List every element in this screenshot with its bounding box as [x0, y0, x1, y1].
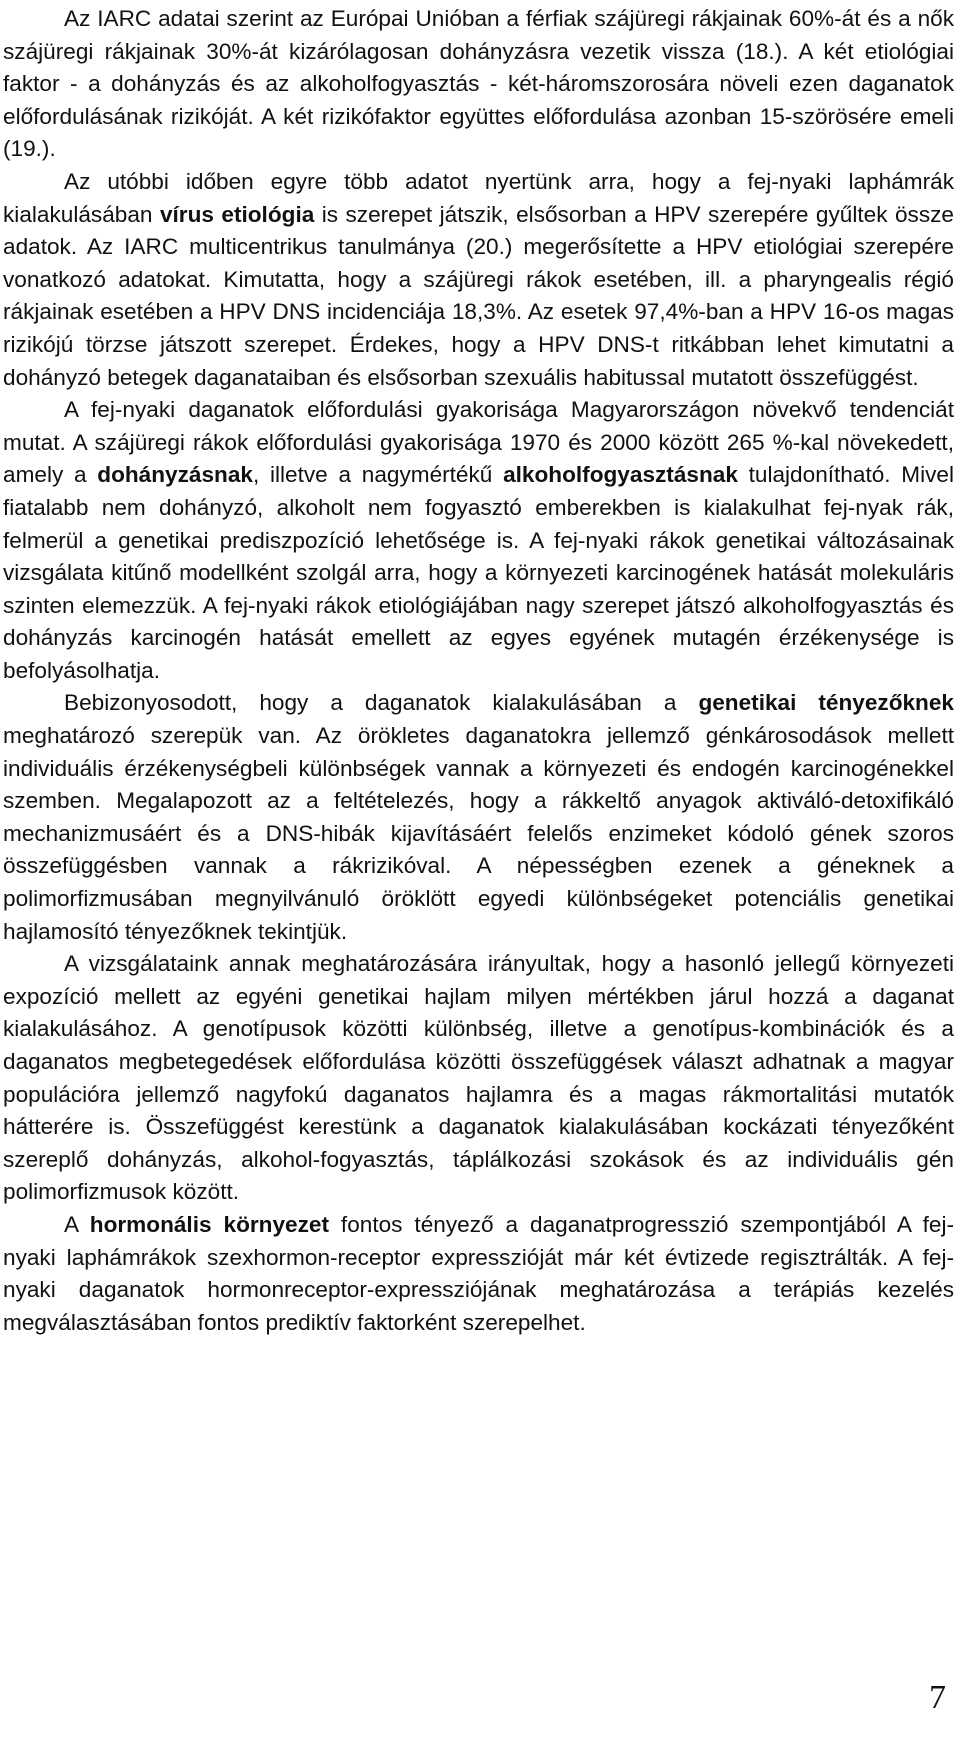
text-run: fontos tényező a daganatprogresszió szempontjából A fej-nyaki laphámrákok szexhormon-receptor expresszióját már két évtizede regisztrálták. A fej-nyaki daganatok hormonreceptor-expressziójának meghatározása a terápiás kezelés megválasztásában fontos prediktív faktorként szerepelhet. [3, 1211, 954, 1335]
text-run: tulajdonítható. Mivel fiatalabb nem dohányzó, alkoholt nem fogyasztó emberekben is kialakulhat fej-nyak rák, felmerül a genetikai prediszpozíció lehetősége is. A fej-nyaki rákok genetikai változásainak vizsgálata kitűnő modellként szolgál arra, hogy a környezeti karcinogének hatását molekuláris szinten elemezzük. A fej-nyaki rákok etiológiájában nagy szerepet játszó alkoholfogyasztás és dohányzás karcinogén hatását emellett az egyes egyének mutagén érzékenysége is befolyásolhatja. [3, 462, 955, 683]
paragraph-genetic-factors [3, 687, 954, 948]
text-run: is szerepet játszik, elsősorban a HPV szerepére gyűltek össze adatok. Az IARC multicentrikus tanulmánya (20.) megerősítette a HPV etiológiai szerepére vonatkozó adatokat. Kimutatta, hogy a szájüregi rákok esetében, ill. a pharyngealis régió rákjainak esetében a HPV DNS incidenciája 18,3%. Az esetek 97,4%-ban a HPV 16-os magas rizikójú törzse játszott szerepet. Érdekes, hogy a HPV DNS-t ritkábban lehet kimutatni a dohányzó betegek daganataiban és elsősorban szexuális habitussal mutatott összefüggést. [3, 201, 954, 390]
paragraph-hpv-etiology [3, 166, 954, 394]
bold-term: dohányzásnak [97, 462, 253, 488]
text-run: A [64, 1211, 90, 1237]
page-number: 7 [929, 1679, 946, 1716]
bold-term: genetikai tényezőknek [698, 690, 954, 716]
paragraph-hormonal-environment [3, 1209, 954, 1339]
bold-term: hormonális környezet [89, 1211, 329, 1237]
text-run: , illetve a nagymértékű [252, 462, 504, 488]
text-run: meghatározó szerepük van. Az örökletes daganatokra jellemző génkárosodások mellett individuális érzékenységbeli különbségek vannak a környezeti és endogén karcinogénekkel szemben. Megalapozott az a feltételezés, hogy a rákkeltő anyagok aktiváló-detoxifikáló mechanizmusáért és a DNS-hibák kijavításáért felelős enzimeket kódoló gének szoros összefüggésben vannak a rákrizikóval. A népességben ezenek a géneknek a polimorfizmusában megnyilvánuló öröklött egyedi különbségeket potenciális genetikai hajlamosító tényezőknek tekintjük. [3, 723, 954, 944]
text-run: A vizsgálataink annak meghatározására irányultak, hogy a hasonló jellegű környezeti expozíció mellett az egyéni genetikai hajlam milyen mértékben járul hozzá a daganat kialakulásához. A genotípusok közötti különbség, illetve a genotípus-kombinációk és a daganatos megbetegedések előfordulása közötti összefüggések választ adhatnak a magyar populációra jellemző nagyfokú daganatos hajlamra és a magas rákmortalitási mutatók hátterére is. Összefüggést kerestünk a daganatok kialakulásában kockázati tényezőként szereplő dohányzás, alkohol-fogyasztás, táplálkozási szokások és az individuális gén polimorfizmusok között. [3, 951, 954, 1205]
text-run: A fej-nyaki daganatok előfordulási gyakorisága Magyarországon növekvő tendenciát mutat. A szájüregi rákok előfordulási gyakorisága 1970 és 2000 között 265 %-kal növekedett, amely a [3, 397, 954, 488]
bold-term: vírus etiológia [159, 201, 315, 227]
text-run: Bebizonyosodott, hogy a daganatok kialakulásában a [64, 690, 699, 716]
bold-term: alkoholfogyasztásnak [503, 462, 738, 488]
body-text [3, 3, 954, 1339]
paragraph-study-aims [3, 948, 954, 1209]
text-run: Az utóbbi időben egyre több adatot nyertünk arra, hogy a fej-nyaki laphámrák kialakulásában [3, 168, 954, 227]
paragraph-iarc-eu [3, 3, 954, 166]
paragraph-hungary-trend [3, 394, 954, 687]
text-run: Az IARC adatai szerint az Európai Unióban a férfiak szájüregi rákjainak 60%-át és a nők szájüregi rákjainak 30%-át kizárólagosan dohányzásra vezetik vissza (18.). A két etiológiai faktor - a dohányzás és az alkoholfogyasztás - két-háromszorosára növeli ezen daganatok előfordulásának rizikóját. A két rizikófaktor együttes előfordulása azonban 15-szörösére emeli (19.). [3, 6, 954, 162]
